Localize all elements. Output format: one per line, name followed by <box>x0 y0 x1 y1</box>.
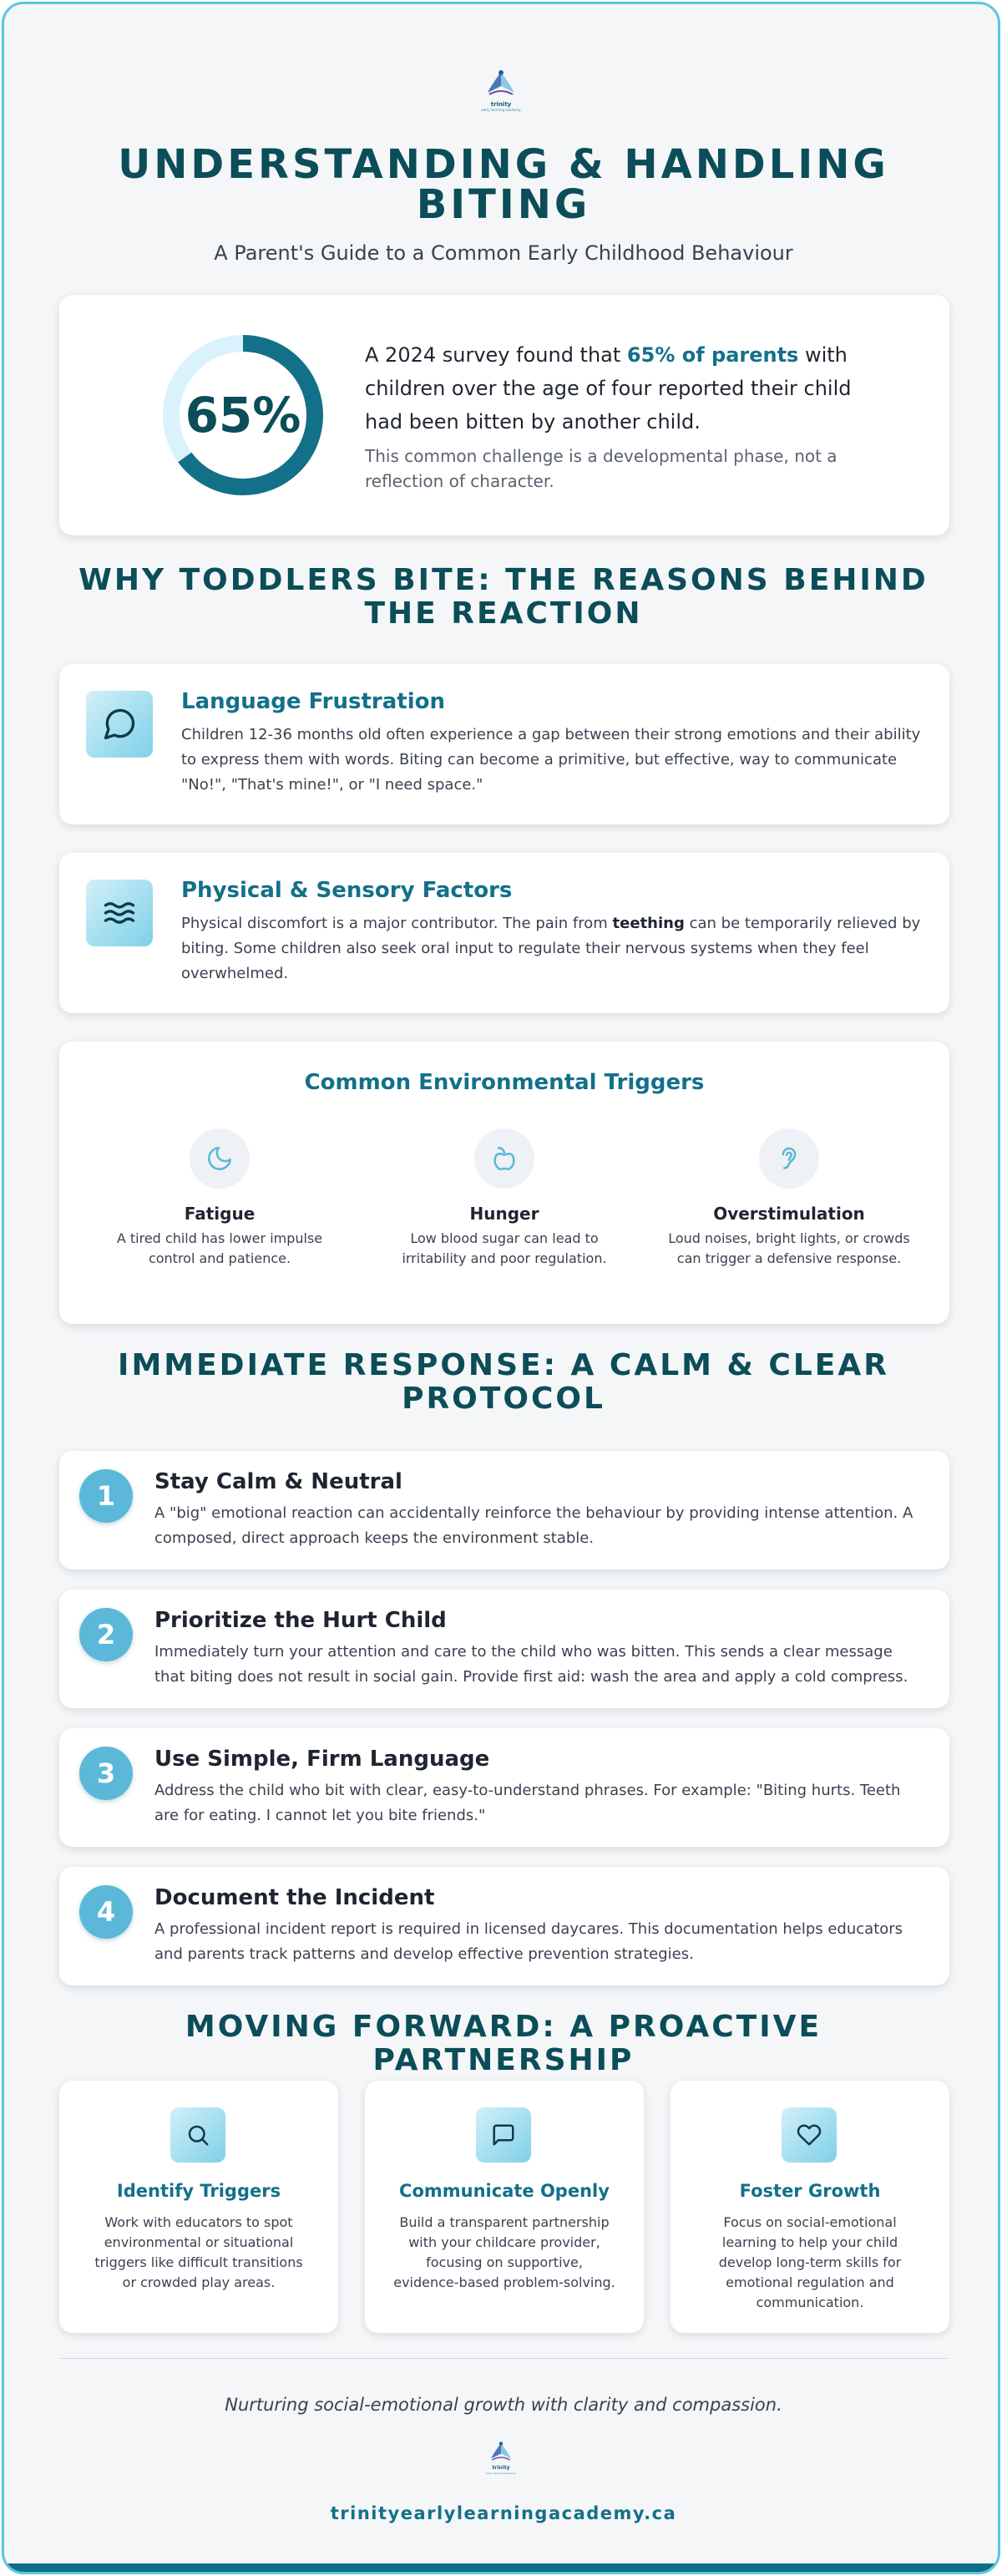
step-card-1 <box>59 1451 949 1569</box>
trigger-item-fatigue <box>94 1128 345 1269</box>
reason-body-part: can be temporarily relieved by biting. Some children also seek oral input to regulate their nervous systems when they feel overwhelmed. <box>181 915 921 982</box>
moon-icon <box>190 1128 250 1189</box>
survey-note: This common challenge is a developmental phase, not a reflection of character. <box>365 446 838 491</box>
step-body: A "big" emotional reaction can accidentally reinforce the behaviour by providing intense attention. A composed, direct approach keeps the environment stable. <box>154 1504 913 1547</box>
survey-text-after: with children over the age of four reported their child had been bitten by another child. <box>365 343 852 434</box>
step-card-3 <box>59 1728 949 1847</box>
forward-card-title: Identify Triggers <box>116 2181 281 2201</box>
triggers-card <box>59 1042 949 1324</box>
trigger-item-hunger <box>379 1128 630 1269</box>
reason-card-language <box>59 664 949 824</box>
footer-divider <box>59 2358 949 2359</box>
step-body: A professional incident report is required in licensed daycares. This documentation helps educators and parents track patterns and develop effective prevention strategies. <box>154 1920 903 1963</box>
trigger-body: Low blood sugar can lead to irritability and poor regulation. <box>402 1230 607 1266</box>
forward-section-title: MOVING FORWARD: A PROACTIVE PARTNERSHIP <box>185 2010 822 2077</box>
trigger-title: Hunger <box>469 1204 539 1224</box>
step-title: Prioritize the Hurt Child <box>154 1608 447 1633</box>
step-number-badge: 4 <box>79 1885 133 1939</box>
step-title: Stay Calm & Neutral <box>154 1469 402 1494</box>
forward-card-communicate <box>365 2081 644 2333</box>
logo-figure-icon <box>487 2440 515 2465</box>
footer-website-link[interactable]: trinityearlylearningacademy.ca <box>330 2503 677 2523</box>
reason-body-bold: teething <box>612 915 685 932</box>
forward-card-body: Focus on social-emotional learning to help your child develop long-term skills for emotional regulation and communication. <box>718 2214 902 2310</box>
academy-logo <box>476 68 526 121</box>
response-section-title: IMMEDIATE RESPONSE: A CALM & CLEAR PROTOCOL <box>118 1348 889 1416</box>
trigger-body: Loud noises, bright lights, or crowds can trigger a defensive response. <box>668 1230 910 1266</box>
step-card-2 <box>59 1590 949 1708</box>
forward-card-title: Communicate Openly <box>399 2181 610 2201</box>
why-section-title: WHY TODDLERS BITE: THE REASONS BEHIND THE REACTION <box>78 563 929 631</box>
trigger-title: Overstimulation <box>713 1204 865 1224</box>
step-title: Use Simple, Firm Language <box>154 1747 490 1772</box>
waves-icon <box>86 880 153 946</box>
survey-text-before: A 2024 survey found that <box>365 343 627 367</box>
trigger-item-overstimulation <box>664 1128 914 1269</box>
trigger-title: Fatigue <box>184 1204 256 1224</box>
logo-wordmark: trinity <box>490 101 512 108</box>
forward-card-foster <box>671 2081 949 2333</box>
page-frame <box>2 2 1000 2574</box>
footer-logo <box>482 2440 520 2482</box>
footer-tagline: Nurturing social-emotional growth with clarity and compassion. <box>225 2395 782 2415</box>
speech-bubble-icon <box>86 691 153 758</box>
survey-text <box>365 338 883 439</box>
reason-body-part: Physical discomfort is a major contributor. The pain from <box>181 915 613 932</box>
step-number-badge: 1 <box>79 1469 133 1523</box>
step-title: Document the Incident <box>154 1885 435 1910</box>
forward-card-identify <box>59 2081 338 2333</box>
page-subtitle: A Parent's Guide to a Common Early Childhood Behaviour <box>214 241 793 265</box>
logo-wordmark: trinity <box>492 2465 510 2471</box>
step-card-4 <box>59 1867 949 1985</box>
triggers-title: Common Environmental Triggers <box>304 1070 705 1095</box>
step-body: Immediately turn your attention and care to the child who was bitten. This sends a clear message that biting does not result in social gain. Provide first aid: wash the area and apply a cold compress. <box>154 1643 908 1686</box>
page-title: UNDERSTANDING & HANDLING BITING <box>118 141 889 228</box>
search-icon <box>170 2107 225 2163</box>
logo-figure-icon <box>483 68 519 101</box>
reason-body <box>181 911 924 986</box>
step-body: Address the child who bit with clear, easy-to-understand phrases. For example: "Biting hurts. Teeth are for eating. I cannot let you bite friends." <box>154 1782 901 1824</box>
logo-subline: early learning academy <box>481 108 521 112</box>
forward-card-body: Build a transparent partnership with your childcare provider, focusing on supportive, evidence-based problem-solving. <box>393 2214 615 2290</box>
apple-icon <box>474 1128 534 1189</box>
forward-card-body: Work with educators to spot environmental or situational triggers like difficult transitions or crowded play areas. <box>94 2214 303 2290</box>
forward-card-title: Foster Growth <box>739 2181 881 2201</box>
ear-icon <box>759 1128 819 1189</box>
trigger-body: A tired child has lower impulse control and patience. <box>116 1230 323 1266</box>
step-number-badge: 3 <box>79 1747 133 1800</box>
message-icon <box>476 2107 531 2163</box>
reason-body: Children 12-36 months old often experience a gap between their strong emotions and their ability to express them with words. Biting can become a primitive, but effective, way to communicate "No!", "That's mine!", or "I need space." <box>181 726 921 794</box>
step-number-badge: 2 <box>79 1608 133 1661</box>
survey-highlight: 65% of parents <box>626 343 799 367</box>
reason-card-physical <box>59 853 949 1013</box>
survey-stat-card <box>59 295 949 535</box>
percent-label: 65% <box>185 387 301 444</box>
reason-title: Language Frustration <box>181 689 445 714</box>
logo-subline: early learning academy <box>486 2472 516 2475</box>
heart-icon <box>782 2107 837 2163</box>
reason-title: Physical & Sensory Factors <box>181 878 513 903</box>
